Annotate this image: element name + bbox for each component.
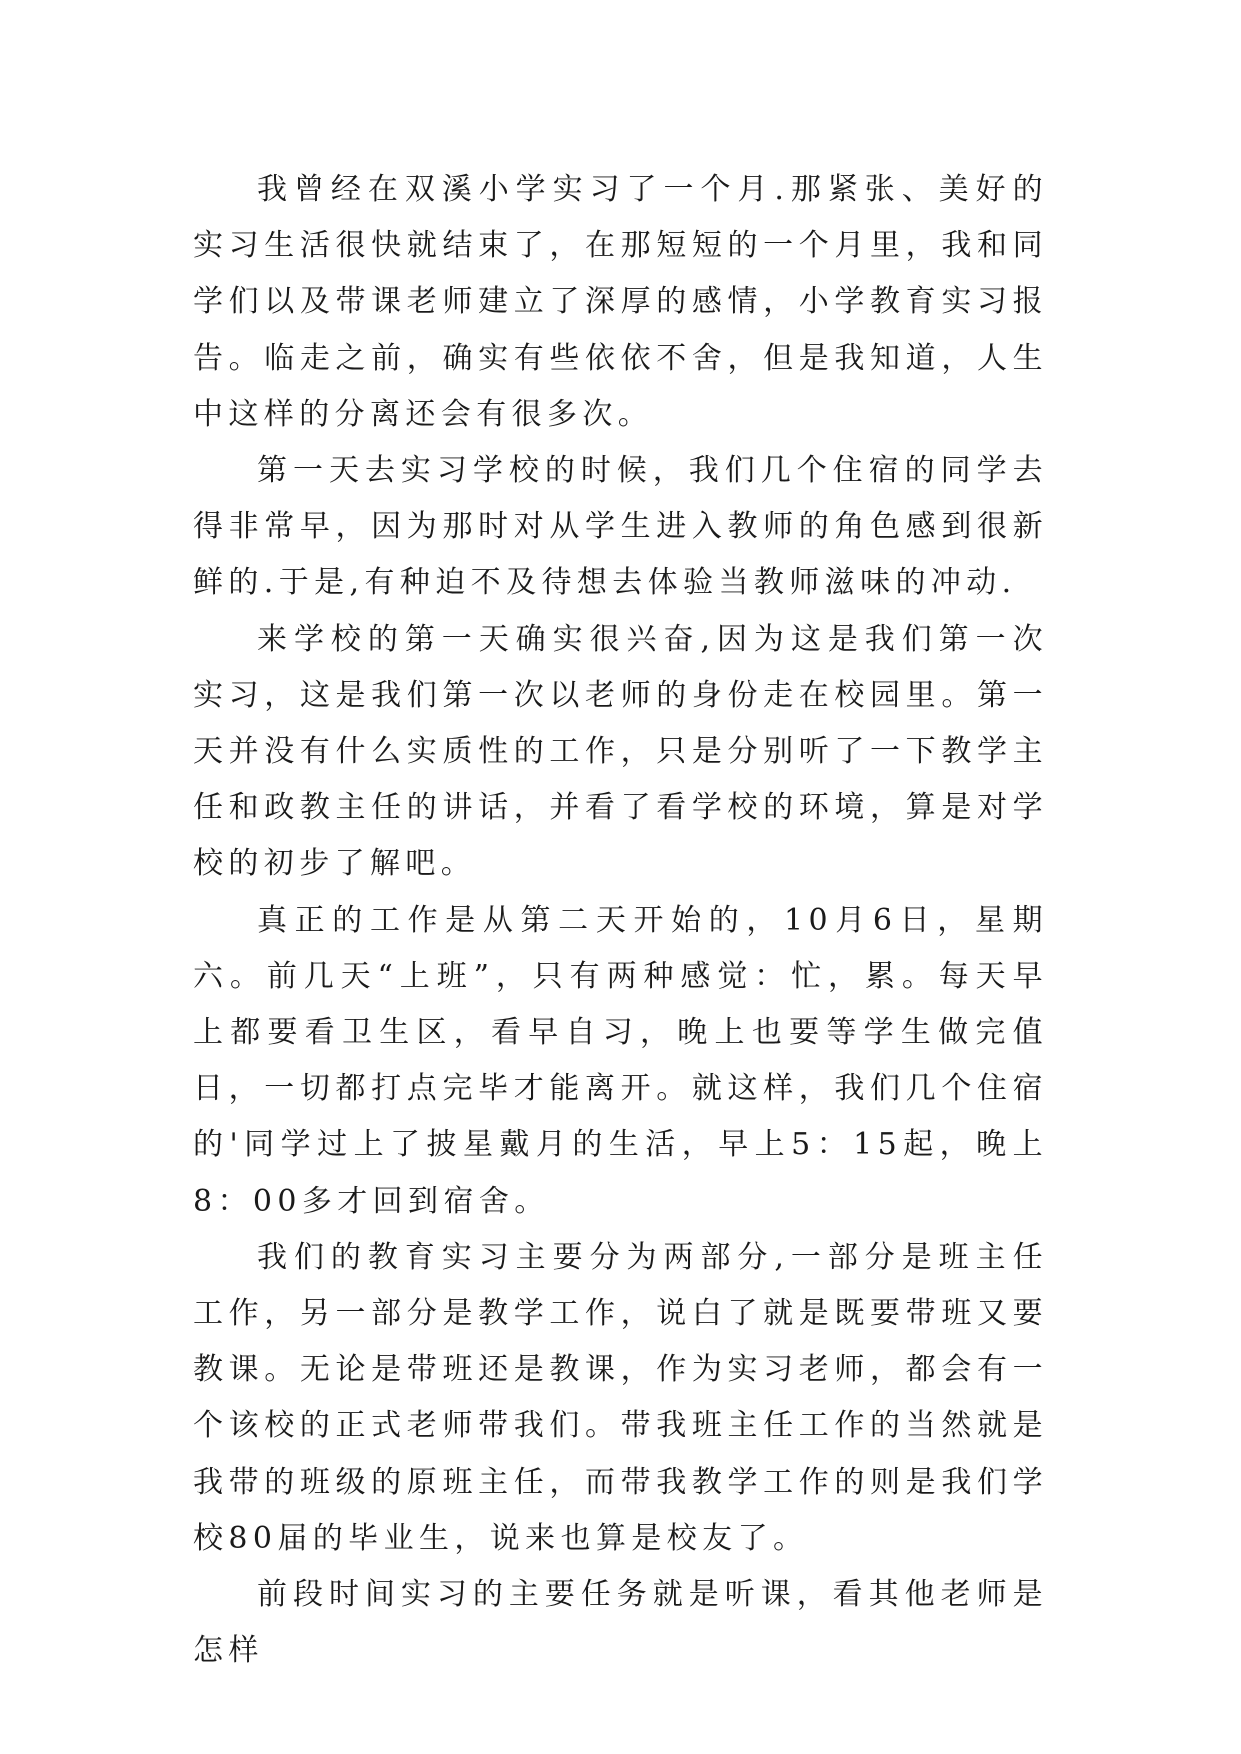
paragraph-2: 第一天去实习学校的时候，我们几个住宿的同学去得非常早，因为那时对从学生进入教师的角色感到很新鲜的.于是,有种迫不及待想去体验当教师滋味的冲动. [193, 453, 1048, 601]
paragraph-3: 来学校的第一天确实很兴奋,因为这是我们第一次实习，这是我们第一次以老师的身份走在校园里。第一天并没有什么实质性的工作，只是分别听了一下教学主任和政教主任的讲话，并看了看学校的环境，算是对学校的初步了解吧。 [193, 621, 1048, 882]
paragraph-4: 真正的工作是从第二天开始的，10月6日，星期六。前几天“上班”，只有两种感觉：忙，累。每天早上都要看卫生区，看早自习，晚上也要等学生做完值日，一切都打点完毕才能离开。就这样，我们几个住宿的'同学过上了披星戴月的生活，早上5：15起，晚上8：00多才回到宿舍。 [193, 902, 1048, 1219]
paragraph-6: 前段时间实习的主要任务就是听课，看其他老师是怎样 [193, 1577, 1048, 1669]
paragraph-1: 我曾经在双溪小学实习了一个月.那紧张、美好的实习生活很快就结束了，在那短短的一个月里，我和同学们以及带课老师建立了深厚的感情，小学教育实习报告。临走之前，确实有些依依不舍，但是我知道，人生中这样的分离还会有很多次。 [193, 172, 1048, 432]
paragraph-5: 我们的教育实习主要分为两部分,一部分是班主任工作，另一部分是教学工作，说白了就是既要带班又要教课。无论是带班还是教课，作为实习老师，都会有一个该校的正式老师带我们。带我班主任工作的当然就是我带的班级的原班主任，而带我教学工作的则是我们学校80届的毕业生，说来也算是校友了。 [193, 1239, 1048, 1556]
document-body [193, 162, 1048, 1679]
